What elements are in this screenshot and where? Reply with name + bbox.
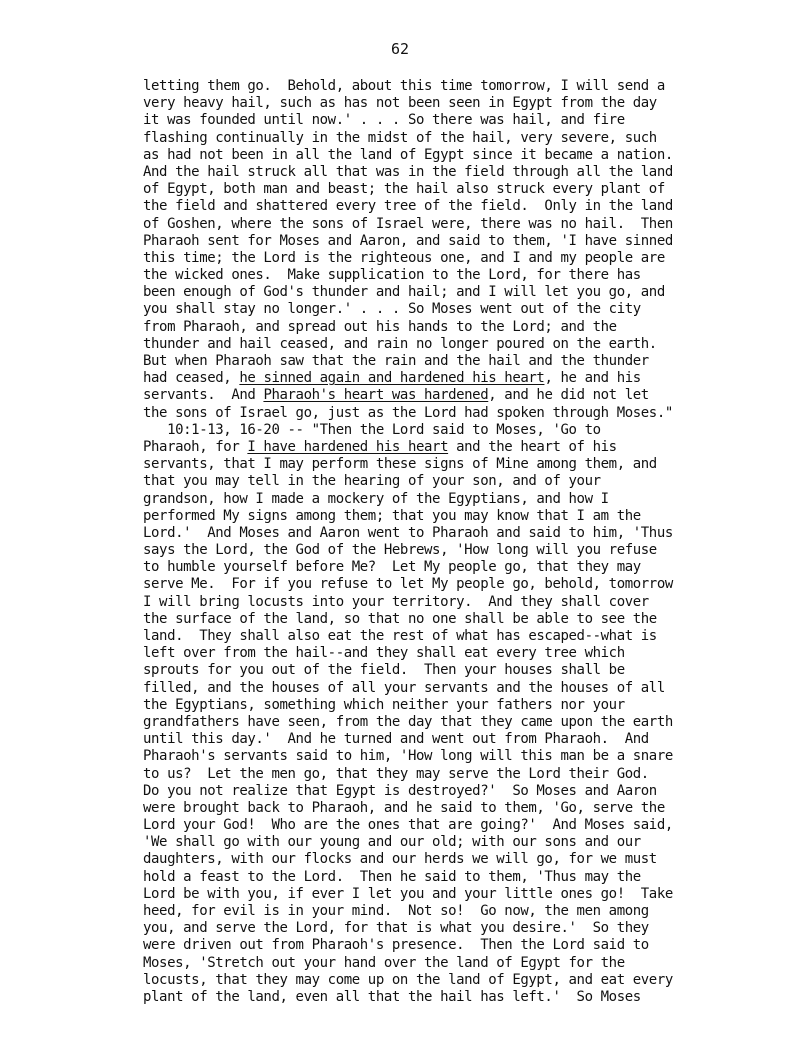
text-segment: the surface of the land, so that no one shall be able to see the <box>143 610 657 627</box>
text-segment: the field and shattered every tree of the field. Only in the land <box>143 198 673 215</box>
text-line <box>143 559 800 576</box>
text-segment: filled, and the houses of all your servants and the houses of all <box>143 679 665 696</box>
text-line <box>143 147 800 164</box>
text-line <box>143 181 800 198</box>
text-segment: of Goshen, where the sons of Israel were, there was no hail. Then <box>143 215 673 232</box>
text-line <box>143 250 800 267</box>
text-segment: the Egyptians, something which neither your fathers nor your <box>143 696 625 713</box>
text-segment: of Egypt, both man and beast; the hail also struck every plant of <box>143 181 665 198</box>
text-line <box>143 387 800 404</box>
text-line <box>143 233 800 250</box>
underlined-phrase: he sinned again and hardened his heart <box>239 370 545 387</box>
text-line <box>143 662 800 679</box>
text-line <box>143 817 800 834</box>
text-line <box>143 301 800 318</box>
text-segment: And the hail struck all that was in the field through all the land <box>143 163 673 180</box>
text-line <box>143 576 800 593</box>
text-segment: from Pharaoh, and spread out his hands to the Lord; and the <box>143 318 617 335</box>
text-segment: Lord your God! Who are the ones that are going?' And Moses said, <box>143 817 673 834</box>
text-segment: 'We shall go with our young and our old; with our sons and our <box>143 834 641 851</box>
text-line <box>143 937 800 954</box>
text-segment: flashing continually in the midst of the hail, very severe, such <box>143 129 657 146</box>
text-line <box>143 834 800 851</box>
text-segment: servants. And <box>143 387 264 404</box>
text-segment: left over from the hail--and they shall eat every tree which <box>143 645 625 662</box>
text-segment: were brought back to Pharaoh, and he said to them, 'Go, serve the <box>143 799 665 816</box>
text-segment: 10:1-13, 16-20 -- "Then the Lord said to Moses, 'Go to <box>143 421 601 438</box>
text-segment: heed, for evil is in your mind. Not so! Go now, the men among <box>143 903 649 919</box>
text-line <box>143 319 800 336</box>
text-segment: , and he did not let <box>488 387 649 404</box>
text-segment: Do you not realize that Egypt is destroyed?' So Moses and Aaron <box>143 782 657 799</box>
text-line <box>143 628 800 645</box>
text-segment: plant of the land, even all that the hail has left.' So Moses <box>143 988 641 1005</box>
text-segment: you, and serve the Lord, for that is what you desire.' So they <box>143 920 649 937</box>
body-text <box>143 78 800 1006</box>
text-line <box>143 422 800 439</box>
text-segment: grandfathers have seen, from the day that they came upon the earth <box>143 713 673 730</box>
text-line <box>143 731 800 748</box>
text-line <box>143 920 800 937</box>
page-number: 62 <box>390 40 410 58</box>
text-segment: hold a feast to the Lord. Then he said to them, 'Thus may the <box>143 868 641 885</box>
text-line <box>143 645 800 662</box>
text-segment: daughters, with our flocks and our herds we will go, for we must <box>143 851 657 868</box>
text-segment: as had not been in all the land of Egypt since it became a nation. <box>143 146 673 163</box>
text-segment: sprouts for you out of the field. Then your houses shall be <box>143 662 625 679</box>
text-line <box>143 78 800 95</box>
text-line <box>143 594 800 611</box>
text-line <box>143 370 800 387</box>
text-line <box>143 336 800 353</box>
text-line <box>143 216 800 233</box>
text-segment: locusts, that they may come up on the land of Egypt, and eat every <box>143 971 673 988</box>
text-segment: I will bring locusts into your territory. And they shall cover <box>143 593 649 610</box>
text-line <box>143 164 800 181</box>
text-line <box>143 766 800 783</box>
text-segment: serve Me. For if you refuse to let My people go, behold, tomorrow <box>143 576 673 593</box>
text-line <box>143 611 800 628</box>
text-segment: land. They shall also eat the rest of what has escaped--what is <box>143 628 657 644</box>
text-segment: performed My signs among them; that you may know that I am the <box>143 507 641 524</box>
text-segment: been enough of God's thunder and hail; and I will let you go, and <box>143 284 665 301</box>
text-segment: Lord be with you, if ever I let you and your little ones go! Take <box>143 885 673 902</box>
text-segment: Moses, 'Stretch out your hand over the land of Egypt for the <box>143 954 625 971</box>
text-segment: Lord.' And Moses and Aaron went to Pharaoh and said to him, 'Thus <box>143 524 673 541</box>
text-segment: to us? Let the men go, that they may serve the Lord their God. <box>143 765 649 782</box>
text-segment: to humble yourself before Me? Let My people go, that they may <box>143 559 641 576</box>
text-segment: servants, that I may perform these signs of Mine among them, and <box>143 456 657 473</box>
underlined-phrase: I have hardened his heart <box>247 438 449 455</box>
text-segment: it was founded until now.' . . . So there was hail, and fire <box>143 112 625 129</box>
text-line <box>143 869 800 886</box>
text-line <box>143 525 800 542</box>
text-line <box>143 284 800 301</box>
text-line <box>143 748 800 765</box>
text-line <box>143 267 800 284</box>
text-segment: thunder and hail ceased, and rain no longer poured on the earth. <box>143 335 657 352</box>
text-line <box>143 130 800 147</box>
text-line <box>143 542 800 559</box>
text-line <box>143 714 800 731</box>
text-line <box>143 697 800 714</box>
text-line <box>143 800 800 817</box>
underlined-phrase: Pharaoh's heart was hardened <box>263 387 489 404</box>
text-line <box>143 783 800 800</box>
text-line <box>143 456 800 473</box>
text-segment: , he and his <box>544 370 641 387</box>
text-line <box>143 491 800 508</box>
text-segment: Pharaoh, for <box>143 438 248 455</box>
text-line <box>143 353 800 370</box>
text-line <box>143 851 800 868</box>
text-segment: and the heart of his <box>448 438 617 455</box>
text-line <box>143 903 800 920</box>
text-segment: had ceased, <box>143 370 240 387</box>
text-segment: the wicked ones. Make supplication to the Lord, for there has <box>143 267 641 284</box>
text-segment: grandson, how I made a mockery of the Egyptians, and how I <box>143 490 609 507</box>
text-line <box>143 198 800 215</box>
text-line <box>143 508 800 525</box>
text-line <box>143 95 800 112</box>
text-line <box>143 112 800 129</box>
text-segment: this time; the Lord is the righteous one, and I and my people are <box>143 249 665 266</box>
text-line <box>143 405 800 422</box>
text-line <box>143 972 800 989</box>
text-segment: that you may tell in the hearing of your son, and of your <box>143 473 601 490</box>
text-segment: says the Lord, the God of the Hebrews, 'How long will you refuse <box>143 542 657 559</box>
text-segment: until this day.' And he turned and went out from Pharaoh. And <box>143 731 649 748</box>
text-line <box>143 680 800 697</box>
text-segment: you shall stay no longer.' . . . So Moses went out of the city <box>143 301 641 318</box>
text-segment: But when Pharaoh saw that the rain and the hail and the thunder <box>143 353 649 369</box>
text-segment: letting them go. Behold, about this time tomorrow, I will send a <box>143 78 665 94</box>
text-line <box>143 989 800 1006</box>
text-segment: Pharaoh's servants said to him, 'How long will this man be a snare <box>143 748 673 765</box>
text-line <box>143 886 800 903</box>
text-segment: very heavy hail, such as has not been seen in Egypt from the day <box>143 95 657 112</box>
text-line <box>143 439 800 456</box>
text-line <box>143 473 800 490</box>
text-line <box>143 955 800 972</box>
text-segment: were driven out from Pharaoh's presence. Then the Lord said to <box>143 937 649 954</box>
text-segment: Pharaoh sent for Moses and Aaron, and said to them, 'I have sinned <box>143 232 673 249</box>
text-segment: the sons of Israel go, just as the Lord had spoken through Moses." <box>143 404 673 421</box>
